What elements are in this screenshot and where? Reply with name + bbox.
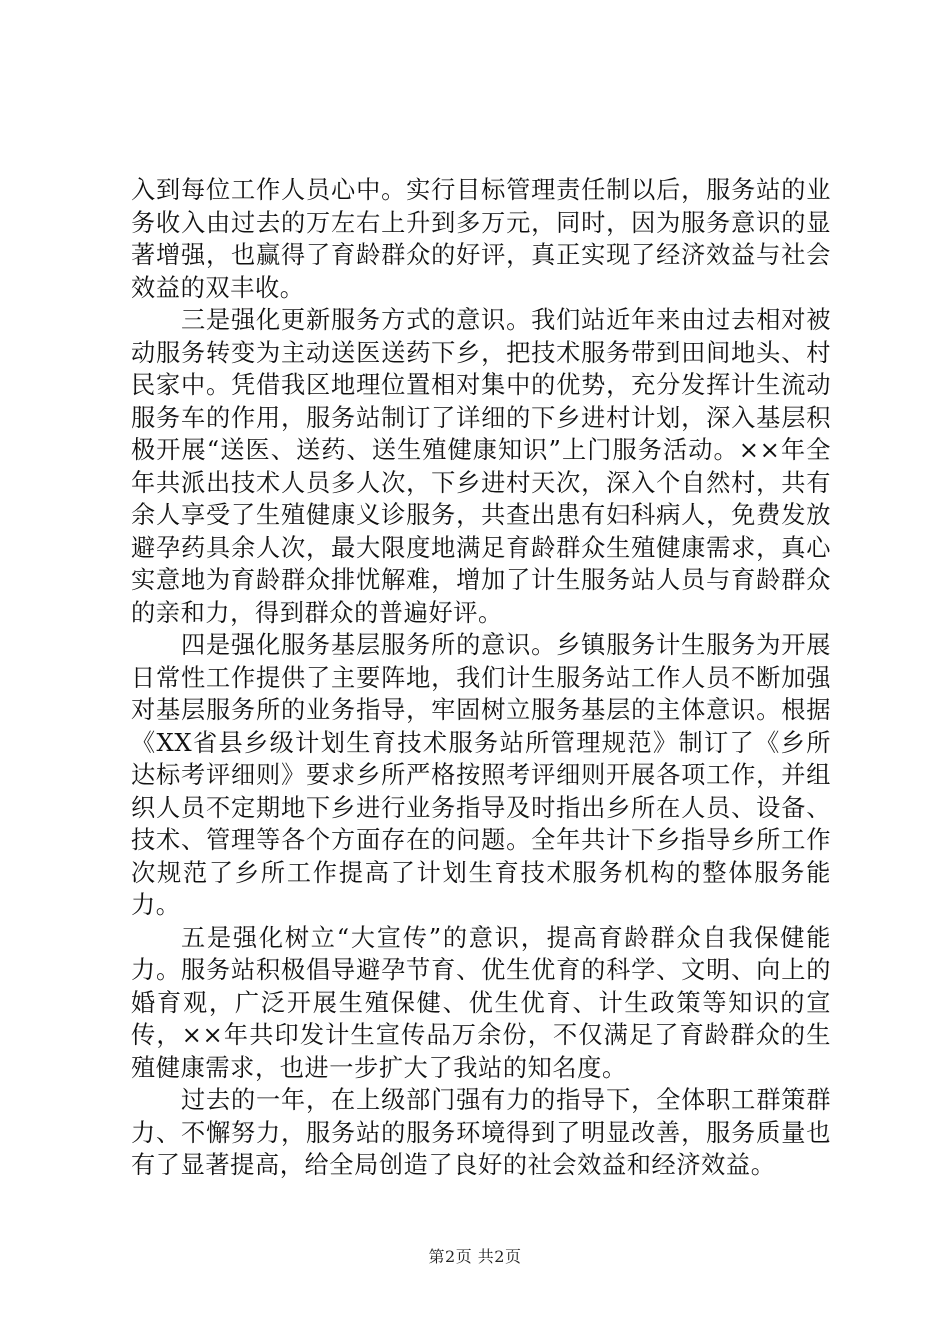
paragraph-publicity: 五是强化树立“大宣传”的意识，提高育龄群众自我保健能力。服务站积极倡导避孕节育、优生优育的科学、文明、向上的婚育观，广泛开展生殖保健、优生优育、计生政策等知识的宣传，××年共印发计生宣传品万余份，不仅满足了育龄群众的生殖健康需求，也进一步扩大了我站的知名度。	[131, 923, 831, 1082]
document-body	[131, 174, 831, 1182]
paragraph-grassroots-service: 四是强化服务基层服务所的意识。乡镇服务计生服务为开展日常性工作提供了主要阵地，我们计生服务站工作人员不断加强对基层服务所的业务指导，牢固树立服务基层的主体意识。根据《XX省县乡级计划生育技术服务站所管理规范》制订了《乡所达标考评细则》要求乡所严格按照考评细则开展各项工作，并组织人员不定期地下乡进行业务指导及时指出乡所在人员、设备、技术、管理等各个方面存在的问题。全年共计下乡指导乡所工作次规范了乡所工作提高了计划生育技术服务机构的整体服务能力。	[131, 631, 831, 919]
paragraph-continuation: 入到每位工作人员心中。实行目标管理责任制以后，服务站的业务收入由过去的万左右上升到多万元，同时，因为服务意识的显著增强，也赢得了育龄群众的好评，真正实现了经济效益与社会效益的双丰收。	[131, 176, 831, 302]
paragraph-summary: 过去的一年，在上级部门强有力的指导下，全体职工群策群力、不懈努力，服务站的服务环境得到了明显改善，服务质量也有了显著提高，给全局创造了良好的社会效益和经济效益。	[131, 1086, 831, 1179]
page-footer: 第2页 共2页	[428, 1247, 522, 1266]
paragraph-service-method: 三是强化更新服务方式的意识。我们站近年来由过去相对被动服务转变为主动送医送药下乡，把技术服务带到田间地头、村民家中。凭借我区地理位置相对集中的优势，充分发挥计生流动服务车的作用，服务站制订了详细的下乡进村计划，深入基层积极开展“送医、送药、送生殖健康知识”上门服务活动。××年全年共派出技术人员多人次，下乡进村天次，深入个自然村，共有余人享受了生殖健康义诊服务，共查出患有妇科病人，免费发放避孕药具余人次，最大限度地满足育龄群众生殖健康需求，真心实意地为育龄群众排忧解难，增加了计生服务站人员与育龄群众的亲和力，得到群众的普遍好评。	[131, 306, 831, 627]
